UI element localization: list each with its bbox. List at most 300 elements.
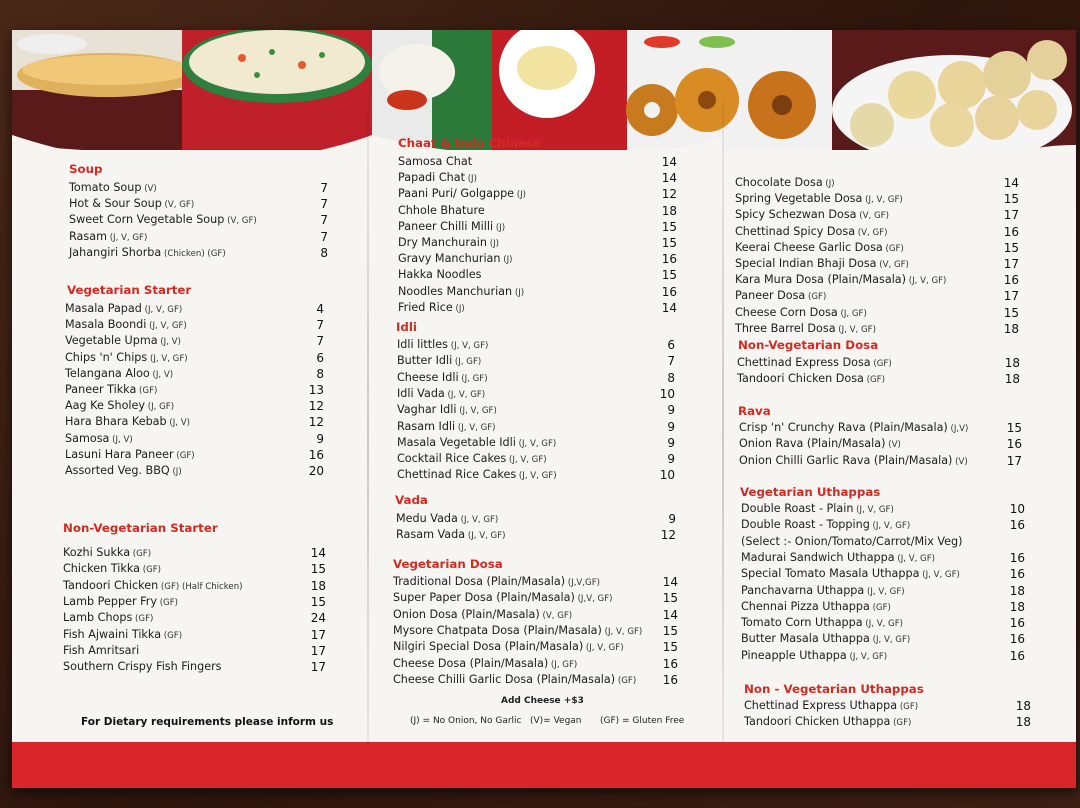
menu-item-price: 14 bbox=[661, 155, 677, 169]
menu-item-price: 16 bbox=[662, 672, 678, 687]
menu-item-tags: (J, V, GF) bbox=[601, 626, 643, 637]
menu-item bbox=[398, 171, 477, 184]
menu-item-name: Rasam Vada bbox=[396, 528, 466, 542]
menu-item-tags: (J, V, GF) bbox=[147, 353, 188, 364]
menu-item bbox=[393, 657, 577, 670]
menu-item bbox=[739, 421, 968, 434]
menu-item-name: Tomato Corn Uthappa bbox=[741, 616, 863, 630]
menu-item-price: 15 bbox=[662, 591, 678, 606]
menu-item-name: Chicken Tikka bbox=[63, 562, 140, 576]
menu-item-tags: (GF) bbox=[890, 718, 912, 729]
menu-item-name: Dry Manchurain bbox=[398, 236, 487, 249]
menu-item-tags: (J, V, GF) bbox=[869, 521, 911, 532]
menu-brochure bbox=[12, 30, 1076, 788]
menu-item bbox=[397, 420, 496, 433]
menu-item-name: Chettinad Rice Cakes bbox=[397, 468, 517, 482]
menu-item-price: 14 bbox=[1003, 176, 1019, 190]
menu-item-price: 14 bbox=[310, 546, 326, 560]
menu-item-price: 12 bbox=[660, 528, 676, 543]
menu-item bbox=[65, 432, 133, 445]
menu-item-name: Vaghar Idli bbox=[397, 403, 457, 417]
menu-item-name: Assorted Veg. BBQ bbox=[65, 464, 170, 477]
menu-item bbox=[741, 616, 903, 629]
menu-item-tags: (GF) bbox=[615, 675, 637, 686]
menu-item-tags: (J, V, GF) bbox=[455, 422, 496, 433]
menu-item bbox=[397, 338, 488, 351]
menu-item-price: 15 bbox=[310, 594, 326, 609]
menu-item-name: Medu Vada bbox=[396, 512, 458, 525]
menu-item-name: Lamb Pepper Fry bbox=[63, 594, 157, 608]
menu-item-price: 8 bbox=[316, 366, 324, 381]
menu-item bbox=[63, 562, 161, 575]
menu-item-name: Nilgiri Special Dosa (Plain/Masala) bbox=[393, 640, 584, 654]
menu-item-name: Vegetable Upma bbox=[65, 334, 158, 348]
menu-item-price: 15 bbox=[662, 623, 678, 638]
menu-item-tags: (J, GF) bbox=[145, 402, 175, 413]
menu-item bbox=[69, 230, 147, 243]
section-title-non-vegetarian-dosa: Non-Vegetarian Dosa bbox=[738, 338, 879, 352]
menu-item-name: Madurai Sandwich Uthappa bbox=[741, 550, 895, 564]
menu-item-name: Noodles Manchurian bbox=[398, 284, 513, 298]
menu-item-price: 16 bbox=[1009, 518, 1025, 533]
menu-item-tags: (J,V) bbox=[947, 424, 969, 434]
menu-item-price: 7 bbox=[320, 213, 328, 228]
menu-item-name: Super Paper Dosa (Plain/Masala) bbox=[393, 591, 575, 605]
menu-item-price: 18 bbox=[1009, 583, 1025, 598]
menu-item-name: Hot & Sour Soup bbox=[69, 197, 162, 211]
menu-item-tags: (GF) bbox=[870, 359, 892, 369]
menu-item-tags: (J, V, GF) bbox=[906, 276, 947, 287]
menu-item-tags: (GF) bbox=[805, 292, 827, 303]
legend-gf: (GF) = Gluten Free bbox=[600, 716, 685, 726]
menu-item-price: 17 bbox=[310, 643, 326, 658]
menu-item-tags: (V, GF) bbox=[855, 227, 888, 238]
menu-item-price: 16 bbox=[308, 447, 324, 462]
menu-item-tags: (J, GF) bbox=[548, 659, 578, 670]
legend-v: (V)= Vegan bbox=[530, 716, 582, 726]
menu-item-price: 9 bbox=[668, 512, 676, 526]
menu-item-tags: (J, V, GF) bbox=[919, 570, 960, 581]
section-title-vegetarian-starter: Vegetarian Starter bbox=[67, 283, 192, 297]
wave-divider bbox=[12, 125, 1076, 195]
menu-item-price: 18 bbox=[661, 203, 677, 218]
menu-item-tags: (J, V, GF) bbox=[146, 321, 187, 332]
menu-item bbox=[741, 567, 960, 580]
menu-item-price: 16 bbox=[1003, 273, 1019, 288]
menu-item bbox=[397, 452, 547, 465]
menu-item bbox=[735, 289, 826, 302]
menu-item bbox=[739, 437, 901, 450]
menu-item bbox=[739, 454, 968, 467]
menu-item-price: 8 bbox=[667, 370, 675, 385]
menu-item-tags: (J, V, GF) bbox=[835, 324, 876, 335]
menu-item-price: 14 bbox=[662, 607, 678, 622]
menu-item bbox=[65, 399, 174, 412]
menu-item-price: 9 bbox=[667, 452, 675, 467]
menu-item bbox=[735, 176, 835, 189]
section-title-chaat-indo-chinese: Chaat & Indo Chinese bbox=[398, 136, 542, 150]
menu-item-name: Kara Mura Dosa (Plain/Masala) bbox=[735, 273, 907, 287]
menu-item-name: Tandoori Chicken bbox=[63, 578, 159, 592]
menu-item bbox=[63, 546, 151, 559]
menu-item bbox=[398, 187, 526, 200]
menu-item-tags: (V, GF) bbox=[539, 610, 573, 621]
menu-item-name: Fried Rice bbox=[398, 300, 453, 314]
menu-item-name: Masala Boondi bbox=[65, 318, 147, 332]
menu-item-tags: (GF) bbox=[136, 386, 158, 396]
menu-item bbox=[735, 208, 889, 221]
menu-item-price: 18 bbox=[1015, 699, 1031, 713]
menu-item-tags: (GF) bbox=[130, 549, 152, 559]
menu-item bbox=[398, 155, 472, 168]
menu-item-price: 17 bbox=[310, 627, 326, 642]
menu-item bbox=[741, 535, 963, 548]
menu-item-price: 15 bbox=[1003, 192, 1019, 207]
menu-item-name: Hakka Noodles bbox=[398, 268, 482, 282]
menu-item-tags: (J, V) bbox=[157, 337, 181, 348]
menu-item bbox=[398, 204, 485, 217]
menu-item-price: 15 bbox=[662, 640, 678, 655]
menu-item-price: 15 bbox=[661, 236, 677, 250]
menu-item bbox=[65, 318, 187, 331]
menu-item-price: 10 bbox=[1009, 502, 1025, 516]
menu-item-name: Chettinad Spicy Dosa bbox=[735, 224, 856, 238]
menu-item bbox=[65, 383, 157, 396]
menu-item-tags: (J, GF) bbox=[452, 357, 482, 368]
menu-item-tags: (Chicken) (GF) bbox=[161, 248, 226, 259]
menu-item-price: 18 bbox=[1004, 356, 1020, 370]
menu-item bbox=[69, 213, 257, 226]
menu-item-name: Spring Vegetable Dosa bbox=[735, 192, 863, 206]
menu-item-tags: (J, V, GF) bbox=[583, 643, 624, 654]
menu-item-price: 16 bbox=[1003, 224, 1019, 239]
menu-item-tags: (GF) bbox=[863, 375, 885, 386]
menu-item-name: Cocktail Rice Cakes bbox=[397, 452, 507, 466]
menu-item-price: 7 bbox=[320, 229, 328, 244]
menu-item bbox=[737, 372, 885, 385]
menu-item-price: 17 bbox=[1003, 257, 1019, 271]
menu-item-name: Onion Chilli Garlic Rava (Plain/Masala) bbox=[739, 453, 953, 467]
menu-item-tags: (GF) bbox=[156, 597, 179, 608]
menu-item bbox=[398, 220, 505, 233]
menu-item-tags: (GF) bbox=[132, 614, 154, 625]
menu-item bbox=[397, 371, 488, 384]
menu-item-tags: (J, GF) bbox=[458, 373, 488, 384]
menu-item-tags: (V) bbox=[141, 184, 157, 194]
menu-item bbox=[741, 632, 910, 645]
menu-item-price: 18 bbox=[1015, 715, 1031, 730]
menu-item-name: Papadi Chat bbox=[398, 171, 465, 185]
menu-item-price: 9 bbox=[316, 431, 324, 446]
menu-item-tags: (J, V) bbox=[109, 434, 133, 445]
menu-item-name: Three Barrel Dosa bbox=[735, 321, 836, 335]
menu-item-tags: (J, V) bbox=[166, 418, 190, 429]
menu-item-name: Double Roast - Topping bbox=[741, 518, 870, 532]
menu-item bbox=[741, 518, 910, 531]
menu-item-price: 13 bbox=[308, 383, 324, 397]
menu-item-tags: (J, V, GF) bbox=[894, 553, 935, 564]
menu-item bbox=[65, 334, 181, 347]
menu-item-price: 15 bbox=[1003, 305, 1019, 320]
menu-item-name: Chettinad Express Uthappa bbox=[744, 699, 898, 712]
menu-item bbox=[393, 673, 636, 686]
menu-item-name: Cheese Dosa (Plain/Masala) bbox=[393, 656, 549, 670]
menu-item-tags: (GF) bbox=[161, 630, 183, 641]
menu-item bbox=[393, 624, 642, 637]
menu-item-name: Tandoori Chicken Uthappa bbox=[744, 715, 891, 729]
menu-item-tags: (J) bbox=[512, 287, 525, 298]
menu-item-tags: (V, GF) bbox=[876, 260, 909, 270]
menu-item-price: 7 bbox=[316, 318, 324, 333]
menu-item-name: Onion Rava (Plain/Masala) bbox=[739, 437, 886, 451]
menu-item bbox=[398, 268, 481, 281]
menu-item-name: Chennai Pizza Uthappa bbox=[741, 599, 870, 613]
menu-item bbox=[735, 257, 909, 270]
menu-item-tags: (J, V, GF) bbox=[862, 619, 903, 630]
menu-item-price: 18 bbox=[1004, 372, 1020, 387]
menu-item-price: 10 bbox=[659, 468, 675, 483]
menu-item-tags: (J, V, GF) bbox=[444, 389, 486, 400]
menu-item-price: 16 bbox=[1009, 567, 1025, 582]
menu-item-name: Fish Ajwaini Tikka bbox=[63, 627, 162, 641]
menu-item bbox=[65, 415, 190, 428]
menu-item-price: 15 bbox=[1006, 421, 1022, 435]
menu-item-price: 9 bbox=[667, 419, 675, 434]
menu-item-name: Mysore Chatpata Dosa (Plain/Masala) bbox=[393, 623, 602, 637]
menu-item-price: 7 bbox=[316, 334, 324, 349]
menu-item bbox=[393, 608, 572, 621]
menu-item-tags: (J, V, GF) bbox=[516, 471, 557, 482]
menu-item-price: 14 bbox=[661, 171, 677, 186]
menu-item bbox=[735, 322, 876, 335]
menu-item bbox=[398, 285, 524, 298]
menu-item bbox=[735, 273, 946, 286]
menu-item-name: Tandoori Chicken Dosa bbox=[737, 372, 864, 386]
menu-item-price: 16 bbox=[1009, 616, 1025, 631]
menu-item-name: Aag Ke Sholey bbox=[65, 399, 146, 413]
menu-item bbox=[65, 448, 195, 461]
menu-item-name: Sweet Corn Vegetable Soup bbox=[69, 213, 225, 227]
menu-item-price: 15 bbox=[661, 219, 677, 234]
menu-item-tags: (J, V, GF) bbox=[515, 438, 557, 449]
menu-item bbox=[397, 387, 485, 400]
menu-item-price: 16 bbox=[662, 656, 678, 671]
menu-item-name: Hara Bhara Kebab bbox=[65, 415, 167, 429]
menu-item-name: Samosa Chat bbox=[398, 155, 473, 168]
menu-item-price: 17 bbox=[1003, 208, 1019, 223]
menu-item-name: (Select :- Onion/Tomato/Carrot/Mix Veg) bbox=[741, 534, 963, 548]
legend-j: (J) = No Onion, No Garlic bbox=[410, 716, 522, 726]
menu-item-name: Paneer Chilli Milli bbox=[398, 219, 494, 233]
menu-item-name: Cheese Corn Dosa bbox=[735, 305, 838, 319]
menu-item-name: Tomato Soup bbox=[69, 181, 142, 194]
menu-item-name: Special Indian Bhaji Dosa bbox=[735, 257, 877, 270]
section-title-vada: Vada bbox=[395, 493, 428, 507]
menu-item-tags: (J) bbox=[514, 190, 527, 201]
menu-item-name: Samosa bbox=[65, 431, 110, 445]
menu-item-tags: (V, GF) bbox=[161, 200, 195, 211]
menu-item-tags: (GF) bbox=[897, 702, 919, 712]
menu-item-tags: (V) bbox=[885, 440, 901, 451]
menu-item-name: Special Tomato Masala Uthappa bbox=[741, 567, 920, 581]
fold-line-left bbox=[367, 100, 369, 780]
section-title-vegetarian-uthappas: Vegetarian Uthappas bbox=[740, 485, 881, 499]
menu-item bbox=[63, 611, 153, 624]
menu-item-price: 8 bbox=[320, 245, 328, 260]
menu-item bbox=[741, 649, 887, 662]
menu-item-price: 20 bbox=[308, 464, 324, 478]
menu-item-name: Keerai Cheese Garlic Dosa bbox=[735, 240, 883, 254]
menu-item-tags: (GF) (Half Chicken) bbox=[158, 581, 243, 592]
menu-item-price: 16 bbox=[661, 284, 677, 299]
menu-item-tags: (J, V, GF) bbox=[456, 406, 497, 417]
menu-item bbox=[396, 512, 498, 525]
menu-item bbox=[741, 600, 891, 613]
menu-item-tags: (J) bbox=[464, 174, 477, 185]
menu-item-tags: (J) bbox=[169, 467, 182, 477]
menu-item-tags: (V, GF) bbox=[224, 216, 257, 227]
menu-item-tags: (J,V, GF) bbox=[574, 594, 613, 605]
menu-item bbox=[63, 628, 182, 641]
footer-red-bar bbox=[12, 742, 1076, 788]
menu-item-name: Idli Vada bbox=[397, 386, 445, 400]
menu-item bbox=[63, 579, 243, 592]
menu-item bbox=[397, 403, 497, 416]
menu-item-price: 15 bbox=[661, 268, 677, 283]
menu-item-tags: (J, V, GF) bbox=[465, 531, 506, 542]
menu-item-name: Cheese Chilli Garlic Dosa (Plain/Masala) bbox=[393, 672, 616, 686]
menu-item bbox=[397, 354, 481, 367]
menu-item-price: 4 bbox=[316, 302, 324, 316]
menu-item-price: 18 bbox=[310, 578, 326, 593]
menu-item bbox=[737, 356, 892, 369]
menu-item bbox=[744, 715, 911, 728]
menu-item-name: Lasuni Hara Paneer bbox=[65, 447, 174, 461]
menu-item-name: Paneer Dosa bbox=[735, 289, 806, 303]
menu-item-tags: (J, V, GF) bbox=[141, 305, 183, 315]
menu-item-tags: (J) bbox=[822, 179, 835, 189]
menu-item bbox=[735, 306, 867, 319]
menu-item-tags: (GF) bbox=[173, 450, 195, 461]
menu-item-tags: (V, GF) bbox=[856, 211, 889, 222]
menu-item-name: Chips 'n' Chips bbox=[65, 350, 148, 364]
menu-item-price: 16 bbox=[1009, 632, 1025, 647]
menu-item-name: Gravy Manchurian bbox=[398, 252, 501, 266]
menu-item-price: 9 bbox=[667, 403, 675, 418]
menu-item-price: 12 bbox=[308, 399, 324, 414]
menu-item bbox=[63, 595, 178, 608]
menu-item-price: 18 bbox=[1009, 599, 1025, 614]
menu-item bbox=[735, 241, 904, 254]
menu-item-price: 6 bbox=[667, 338, 675, 352]
menu-item-tags: (J, V, GF) bbox=[506, 455, 547, 466]
menu-item-name: Rasam Idli bbox=[397, 419, 456, 433]
menu-item-tags: (J, V, GF) bbox=[864, 586, 905, 597]
menu-item-price: 15 bbox=[1003, 240, 1019, 255]
menu-item-price: 16 bbox=[1009, 648, 1025, 663]
menu-item-tags: (J, V, GF) bbox=[853, 505, 894, 515]
menu-item-price: 16 bbox=[1009, 550, 1025, 565]
menu-item bbox=[393, 591, 613, 604]
section-title-non-vegetarian-uthappas: Non - Vegetarian Uthappas bbox=[744, 682, 924, 696]
menu-item-price: 18 bbox=[1003, 321, 1019, 336]
menu-item-tags: (J, V, GF) bbox=[106, 232, 148, 243]
menu-item bbox=[69, 197, 194, 210]
menu-item-name: Chettinad Express Dosa bbox=[737, 356, 871, 369]
menu-item-name: Kozhi Sukka bbox=[63, 546, 131, 559]
menu-item bbox=[63, 660, 222, 673]
menu-item-name: Southern Crispy Fish Fingers bbox=[63, 660, 222, 674]
menu-item-price: 17 bbox=[1006, 453, 1022, 468]
menu-item bbox=[735, 225, 887, 238]
menu-item-price: 15 bbox=[310, 562, 326, 577]
section-title-rava: Rava bbox=[738, 404, 771, 418]
menu-item bbox=[396, 528, 506, 541]
menu-item-name: Fish Amritsari bbox=[63, 643, 140, 657]
menu-item bbox=[397, 436, 556, 449]
menu-item-name: Traditional Dosa (Plain/Masala) bbox=[393, 575, 566, 588]
menu-item-tags: (GF) bbox=[139, 565, 162, 576]
menu-item-tags: (J,V,GF) bbox=[565, 578, 600, 588]
menu-item-tags: (J, V, GF) bbox=[846, 651, 888, 662]
menu-item-price: 7 bbox=[667, 354, 675, 369]
menu-item bbox=[65, 464, 182, 477]
menu-item-name: Masala Vegetable Idli bbox=[397, 435, 516, 449]
menu-item-name: Rasam bbox=[69, 229, 107, 243]
menu-item-name: Masala Papad bbox=[65, 302, 142, 315]
menu-item bbox=[69, 246, 226, 259]
menu-item-tags: (V) bbox=[952, 456, 968, 467]
menu-item-tags: (J) bbox=[500, 255, 513, 266]
menu-item-price: 16 bbox=[1006, 437, 1022, 452]
menu-item bbox=[741, 502, 894, 515]
menu-item bbox=[744, 699, 918, 712]
menu-item-price: 12 bbox=[308, 415, 324, 430]
menu-item bbox=[393, 575, 600, 588]
menu-item-name: Paneer Tikka bbox=[65, 383, 137, 396]
menu-item bbox=[398, 252, 513, 265]
menu-item bbox=[393, 640, 624, 653]
add-cheese-note: Add Cheese +$3 bbox=[501, 696, 584, 706]
menu-item-price: 6 bbox=[316, 350, 324, 365]
menu-item bbox=[398, 236, 499, 249]
menu-item-price: 17 bbox=[310, 660, 326, 675]
menu-item-name: Butter Masala Uthappa bbox=[741, 632, 870, 646]
menu-item-name: Cheese Idli bbox=[397, 370, 459, 384]
section-title-vegetarian-dosa: Vegetarian Dosa bbox=[393, 557, 503, 571]
menu-item-name: Panchavarna Uthappa bbox=[741, 583, 865, 597]
menu-item-price: 24 bbox=[310, 611, 326, 626]
dietary-note: For Dietary requirements please inform us bbox=[81, 716, 334, 728]
menu-item-tags: (J, GF) bbox=[837, 308, 867, 319]
menu-item-price: 16 bbox=[661, 252, 677, 267]
menu-item-name: Spicy Schezwan Dosa bbox=[735, 208, 857, 222]
menu-item bbox=[397, 468, 557, 481]
menu-item-name: Chhole Bhature bbox=[398, 203, 485, 217]
menu-item-name: Idli littles bbox=[397, 338, 448, 351]
menu-item-name: Paani Puri/ Golgappe bbox=[398, 187, 515, 201]
menu-item bbox=[735, 192, 903, 205]
menu-item-price: 7 bbox=[320, 197, 328, 212]
menu-item-name: Double Roast - Plain bbox=[741, 502, 854, 515]
menu-item-price: 9 bbox=[667, 435, 675, 450]
menu-item-name: Butter Idli bbox=[397, 354, 453, 368]
menu-item-tags: (J, V, GF) bbox=[457, 515, 499, 525]
menu-item-name: Jahangiri Shorba bbox=[69, 245, 162, 259]
menu-item-name: Onion Dosa (Plain/Masala) bbox=[393, 607, 540, 621]
menu-item-price: 7 bbox=[320, 181, 328, 195]
menu-item-tags: (J, V, GF) bbox=[447, 341, 489, 351]
